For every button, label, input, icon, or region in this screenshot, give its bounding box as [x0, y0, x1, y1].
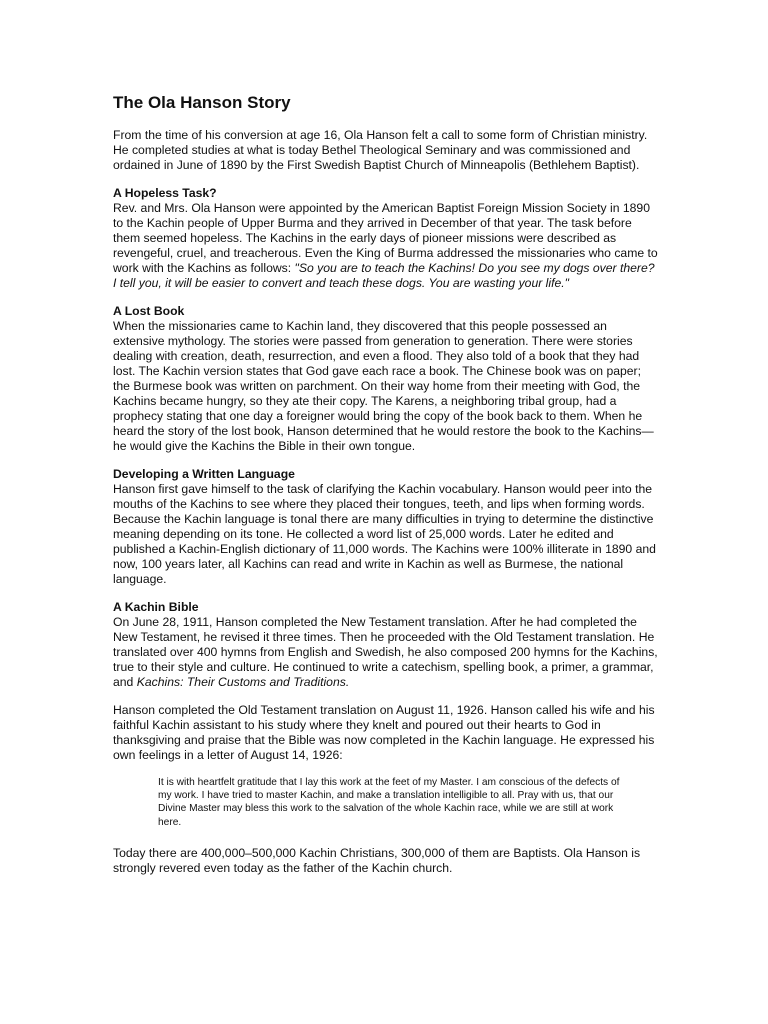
- old-testament-paragraph: Hanson completed the Old Testament translation on August 11, 1926. Hanson called his wife and his faithful Kachin assistant to his study where they knelt and poured out their hearts to God in thanksgiving and praise that the Bible was now completed in the Kachin language. He expressed his own feelings in a letter of August 14, 1926:: [113, 703, 655, 762]
- article: [113, 92, 658, 889]
- block-quote: It is with heartfelt gratitude that I lay this work at the feet of my Master. I am conscious of the defects of my work. I have tried to master Kachin, and make a translation intelligible to all. Pray with us, that our Divine Master may bless this work to the salvation of the whole Kachin race, while we are still at work here.: [158, 777, 620, 828]
- king-quote: "So you are to teach the Kachins! Do you see my dogs over there? I tell you, it will be easier to convert and teach these dogs. You are wasting your life.": [113, 261, 655, 290]
- section-hopeless-task: [113, 186, 658, 291]
- section-body: Hanson first gave himself to the task of clarifying the Kachin vocabulary. Hanson would peer into the mouths of the Kachins to see where they placed their tongues, teeth, and lips when forming words. Because the Kachin language is tonal there are many difficulties in trying to determine the distinctive meaning depending on its tone. He collected a word list of 25,000 words. Later he edited and published a Kachin-English dictionary of 11,000 words. The Kachins were 100% illiterate in 1890 and now, 100 years later, all Kachins can read and write in Kachin as well as Burmese, the national language.: [113, 482, 656, 586]
- section-body: [113, 615, 658, 690]
- section-body: [113, 201, 658, 291]
- section-kachin-bible: [113, 600, 658, 690]
- section-heading: A Lost Book: [113, 304, 185, 318]
- section-heading: A Hopeless Task?: [113, 186, 217, 200]
- book-title: Kachins: Their Customs and Traditions.: [136, 675, 350, 689]
- section-heading: A Kachin Bible: [113, 600, 199, 614]
- section-lost-book: [113, 304, 658, 454]
- section-body: When the missionaries came to Kachin land, they discovered that this people possessed an extensive mythology. The stories were passed from generation to generation. There were stories dealing with creation, death, resurrection, and even a flood. They also told of a book that they had lost. The Kachin version states that God gave each race a book. The Chinese book was on paper; the Burmese book was written on parchment. On their way home from their meeting with God, the Kachins became hungry, so they ate their copy. The Karens, a neighboring tribal group, had a prophecy stating that one day a foreigner would bring the copy of the book back to them. When he heard the story of the lost book, Hanson determined that he would restore the book to the Kachins—he would give the Kachins the Bible in their own tongue.: [113, 319, 654, 453]
- page-title: The Ola Hanson Story: [113, 93, 291, 112]
- body-text: Rev. and Mrs. Ola Hanson were appointed by the American Baptist Foreign Mission Society in 1890 to the Kachin people of Upper Burma and they arrived in December of that year. The task before them seemed hopeless. The Kachins in the early days of pioneer missions were described as revengeful, cruel, and treacherous. Even the King of Burma addressed the missionaries who came to work with the Kachins as follows:: [113, 201, 658, 275]
- section-written-language: [113, 467, 658, 587]
- closing-paragraph: Today there are 400,000–500,000 Kachin Christians, 300,000 of them are Baptists. Ola Hanson is strongly revered even today as the father of the Kachin church.: [113, 845, 641, 875]
- body-text: On June 28, 1911, Hanson completed the New Testament translation. After he had completed the New Testament, he revised it three times. Then he proceeded with the Old Testament translation. He translated over 400 hymns from English and Swedish, he also composed 200 hymns for the Kachins, true to their style and culture. He continued to write a catechism, spelling book, a primer, a grammar, and: [113, 615, 658, 689]
- intro-paragraph: From the time of his conversion at age 16, Ola Hanson felt a call to some form of Christian ministry. He completed studies at what is today Bethel Theological Seminary and was commissioned and ordained in June of 1890 by the First Swedish Baptist Church of Minneapolis (Bethlehem Baptist).: [113, 128, 648, 172]
- section-heading: Developing a Written Language: [113, 467, 295, 481]
